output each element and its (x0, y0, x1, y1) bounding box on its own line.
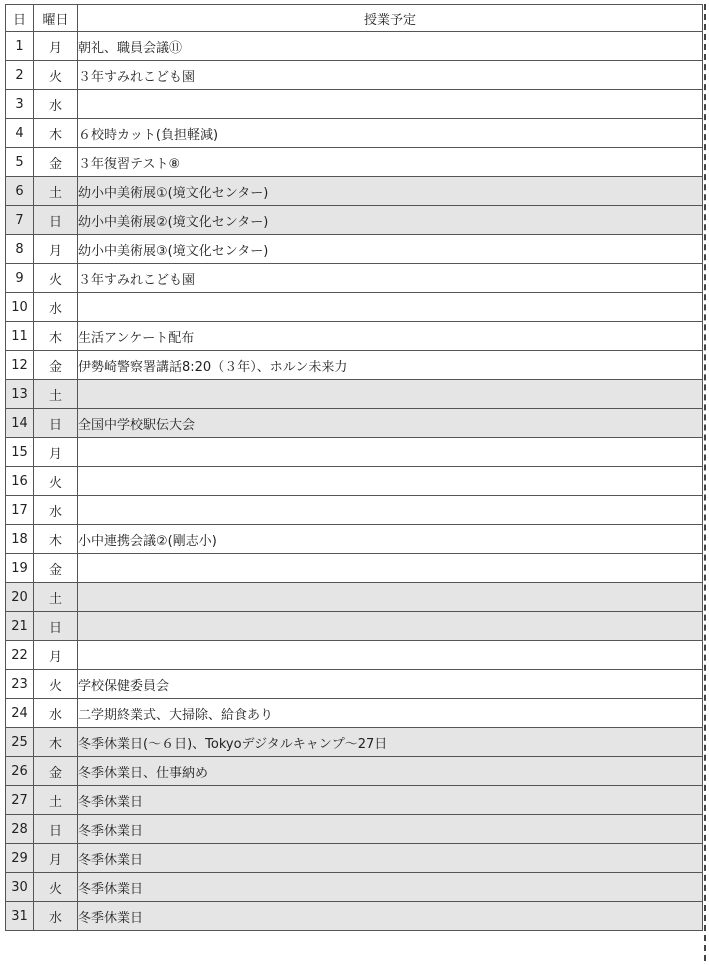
plan-cell: ６校時カット(負担軽減) (78, 119, 703, 148)
weekday-cell: 金 (34, 757, 78, 786)
day-cell: 28 (6, 815, 34, 844)
day-cell: 19 (6, 554, 34, 583)
plan-cell (78, 612, 703, 641)
day-cell: 24 (6, 699, 34, 728)
day-cell: 2 (6, 61, 34, 90)
table-row (6, 380, 703, 409)
table-row (6, 815, 703, 844)
day-cell: 1 (6, 32, 34, 61)
day-cell: 20 (6, 583, 34, 612)
table-row (6, 90, 703, 119)
weekday-cell: 日 (34, 206, 78, 235)
plan-cell: 冬季休業日(～６日)、Tokyoデジタルキャンプ～27日 (78, 728, 703, 757)
plan-cell (78, 90, 703, 119)
day-cell: 14 (6, 409, 34, 438)
day-cell: 26 (6, 757, 34, 786)
weekday-cell: 火 (34, 873, 78, 902)
plan-cell: 学校保健委員会 (78, 670, 703, 699)
table-row (6, 61, 703, 90)
table-row (6, 148, 703, 177)
plan-cell: 冬季休業日 (78, 786, 703, 815)
day-cell: 10 (6, 293, 34, 322)
plan-cell: 幼小中美術展③(境文化センター) (78, 235, 703, 264)
table-row (6, 119, 703, 148)
table-row (6, 496, 703, 525)
weekday-cell: 土 (34, 177, 78, 206)
plan-cell (78, 380, 703, 409)
table-row (6, 206, 703, 235)
header-plan: 授業予定 (78, 5, 703, 32)
table-row (6, 583, 703, 612)
table-row (6, 322, 703, 351)
table-row (6, 786, 703, 815)
weekday-cell: 火 (34, 264, 78, 293)
weekday-cell: 金 (34, 351, 78, 380)
day-cell: 3 (6, 90, 34, 119)
day-cell: 21 (6, 612, 34, 641)
plan-cell (78, 496, 703, 525)
weekday-cell: 土 (34, 380, 78, 409)
table-row (6, 467, 703, 496)
header-row (6, 5, 703, 32)
weekday-cell: 土 (34, 786, 78, 815)
day-cell: 27 (6, 786, 34, 815)
plan-cell (78, 293, 703, 322)
day-cell: 7 (6, 206, 34, 235)
table-row (6, 873, 703, 902)
day-cell: 17 (6, 496, 34, 525)
weekday-cell: 木 (34, 728, 78, 757)
table-row (6, 438, 703, 467)
day-cell: 30 (6, 873, 34, 902)
day-cell: 6 (6, 177, 34, 206)
header-day: 日 (6, 5, 34, 32)
day-cell: 29 (6, 844, 34, 873)
table-row (6, 728, 703, 757)
weekday-cell: 火 (34, 670, 78, 699)
weekday-cell: 火 (34, 467, 78, 496)
weekday-cell: 月 (34, 235, 78, 264)
weekday-cell: 水 (34, 699, 78, 728)
table-row (6, 670, 703, 699)
plan-cell (78, 641, 703, 670)
sheet-edge-divider (704, 4, 706, 961)
plan-cell: 冬季休業日、仕事納め (78, 757, 703, 786)
table-row (6, 554, 703, 583)
day-cell: 13 (6, 380, 34, 409)
plan-cell (78, 583, 703, 612)
weekday-cell: 金 (34, 148, 78, 177)
schedule-body (6, 32, 703, 931)
day-cell: 25 (6, 728, 34, 757)
day-cell: 4 (6, 119, 34, 148)
plan-cell: 伊勢崎警察署講話8:20（３年）、ホルン未来力 (78, 351, 703, 380)
table-row (6, 409, 703, 438)
schedule-table (5, 4, 703, 931)
table-row (6, 699, 703, 728)
weekday-cell: 月 (34, 641, 78, 670)
weekday-cell: 日 (34, 815, 78, 844)
table-row (6, 902, 703, 931)
plan-cell: 小中連携会議②(剛志小) (78, 525, 703, 554)
weekday-cell: 水 (34, 293, 78, 322)
weekday-cell: 金 (34, 554, 78, 583)
table-row (6, 844, 703, 873)
plan-cell (78, 467, 703, 496)
table-row (6, 757, 703, 786)
day-cell: 8 (6, 235, 34, 264)
day-cell: 12 (6, 351, 34, 380)
table-row (6, 177, 703, 206)
weekday-cell: 月 (34, 438, 78, 467)
day-cell: 16 (6, 467, 34, 496)
weekday-cell: 水 (34, 496, 78, 525)
table-row (6, 264, 703, 293)
weekday-cell: 木 (34, 525, 78, 554)
weekday-cell: 日 (34, 612, 78, 641)
day-cell: 9 (6, 264, 34, 293)
plan-cell: ３年すみれこども園 (78, 264, 703, 293)
table-row (6, 235, 703, 264)
weekday-cell: 火 (34, 61, 78, 90)
plan-cell: 全国中学校駅伝大会 (78, 409, 703, 438)
plan-cell: 幼小中美術展②(境文化センター) (78, 206, 703, 235)
day-cell: 11 (6, 322, 34, 351)
plan-cell (78, 438, 703, 467)
plan-cell: 冬季休業日 (78, 902, 703, 931)
table-row (6, 612, 703, 641)
table-row (6, 641, 703, 670)
plan-cell: 冬季休業日 (78, 844, 703, 873)
weekday-cell: 月 (34, 844, 78, 873)
table-row (6, 32, 703, 61)
weekday-cell: 水 (34, 902, 78, 931)
header-weekday: 曜日 (34, 5, 78, 32)
plan-cell: ３年復習テスト⑧ (78, 148, 703, 177)
plan-cell: 生活アンケート配布 (78, 322, 703, 351)
plan-cell: 冬季休業日 (78, 815, 703, 844)
weekday-cell: 木 (34, 119, 78, 148)
plan-cell: 冬季休業日 (78, 873, 703, 902)
table-row (6, 293, 703, 322)
weekday-cell: 月 (34, 32, 78, 61)
day-cell: 15 (6, 438, 34, 467)
day-cell: 5 (6, 148, 34, 177)
table-row (6, 525, 703, 554)
weekday-cell: 日 (34, 409, 78, 438)
day-cell: 31 (6, 902, 34, 931)
day-cell: 22 (6, 641, 34, 670)
day-cell: 23 (6, 670, 34, 699)
weekday-cell: 土 (34, 583, 78, 612)
table-row (6, 351, 703, 380)
day-cell: 18 (6, 525, 34, 554)
plan-cell: 二学期終業式、大掃除、給食あり (78, 699, 703, 728)
plan-cell (78, 554, 703, 583)
weekday-cell: 木 (34, 322, 78, 351)
plan-cell: 幼小中美術展①(境文化センター) (78, 177, 703, 206)
plan-cell: 朝礼、職員会議⑪ (78, 32, 703, 61)
plan-cell: ３年すみれこども園 (78, 61, 703, 90)
weekday-cell: 水 (34, 90, 78, 119)
